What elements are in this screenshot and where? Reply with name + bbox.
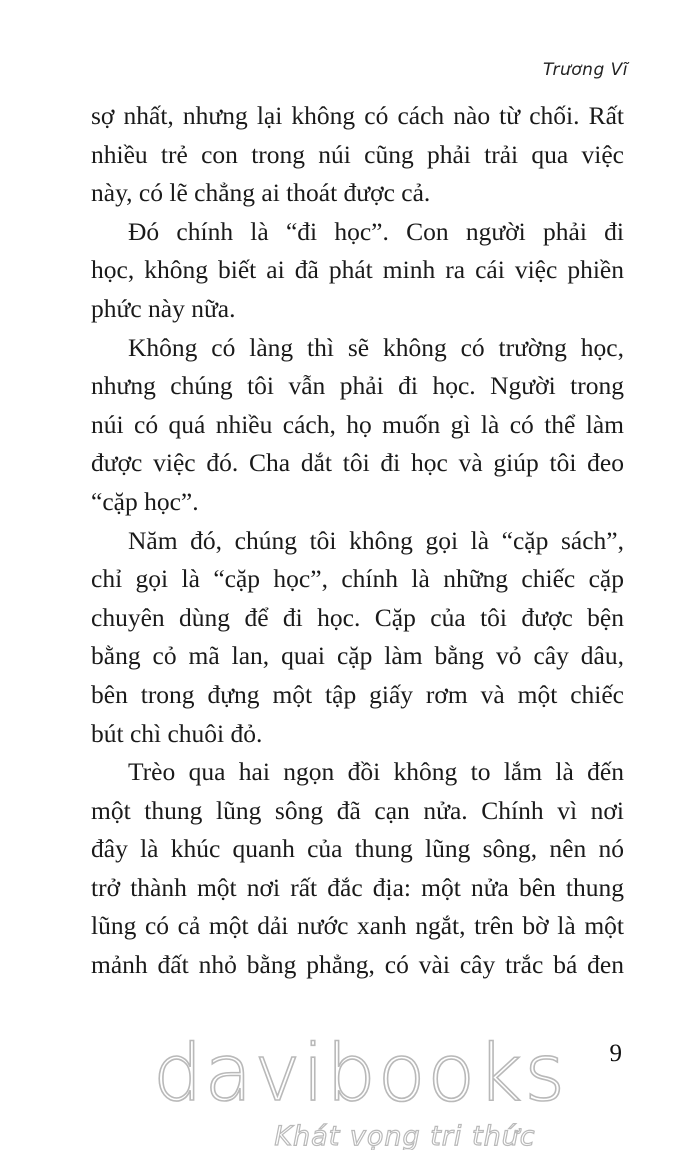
paragraph xyxy=(91,97,624,213)
text-line: phức này nữa. xyxy=(91,293,236,323)
paragraph xyxy=(91,213,624,329)
watermark-tagline: Khát vọng tri thức xyxy=(274,1121,536,1150)
text-line: núi có quá nhiều cách, họ muốn gì là có thể làm xyxy=(91,409,624,439)
text-line: “cặp học”. xyxy=(91,486,199,516)
text-line: nhưng chúng tôi vẫn phải đi học. Người trong xyxy=(91,371,624,401)
running-head: Trương Vĩ xyxy=(542,60,628,80)
text-line: một thung lũng sông đã cạn nửa. Chính vì nơi xyxy=(91,795,624,825)
text-line: được việc đó. Cha dắt tôi đi học và giúp tôi đeo xyxy=(91,448,624,478)
text-line: học, không biết ai đã phát minh ra cái việc phiền xyxy=(91,255,624,285)
text-line: lũng có cả một dải nước xanh ngắt, trên bờ là một xyxy=(91,911,624,941)
watermark-logo xyxy=(150,1020,570,1150)
paragraph xyxy=(91,522,624,754)
body-text xyxy=(91,97,624,985)
text-line: đây là khúc quanh của thung lũng sông, nên nó xyxy=(91,834,624,864)
text-line: Trèo qua hai ngọn đồi không to lắm là đến xyxy=(128,757,624,787)
text-line: trở thành một nơi rất đắc địa: một nửa bên thung xyxy=(91,872,624,902)
text-line: sợ nhất, nhưng lại không có cách nào từ chối. Rất xyxy=(91,101,624,130)
watermark-brand: davibooks xyxy=(153,1029,567,1119)
paragraph xyxy=(91,329,624,522)
paragraph xyxy=(91,753,624,985)
text-line: Năm đó, chúng tôi không gọi là “cặp sách”, xyxy=(128,525,624,555)
text-line: bằng cỏ mã lan, quai cặp làm bằng vỏ cây dâu, xyxy=(91,641,624,671)
text-line: chỉ gọi là “cặp học”, chính là những chiếc cặp xyxy=(91,564,624,594)
text-line: chuyên dùng để đi học. Cặp của tôi được bện xyxy=(91,602,624,632)
text-line: nhiều trẻ con trong núi cũng phải trải qua việc xyxy=(91,139,624,169)
text-line: bên trong đựng một tập giấy rơm và một chiếc xyxy=(91,679,624,709)
text-line: bút chì chuôi đỏ. xyxy=(91,718,263,748)
text-line: Đó chính là “đi học”. Con người phải đi xyxy=(128,216,624,246)
page-number: 9 xyxy=(609,1040,622,1067)
text-line: này, có lẽ chẳng ai thoát được cả. xyxy=(91,178,431,208)
text-line: Không có làng thì sẽ không có trường học, xyxy=(128,332,624,362)
text-line: mảnh đất nhỏ bằng phẳng, có vài cây trắc bá đen xyxy=(91,950,624,980)
